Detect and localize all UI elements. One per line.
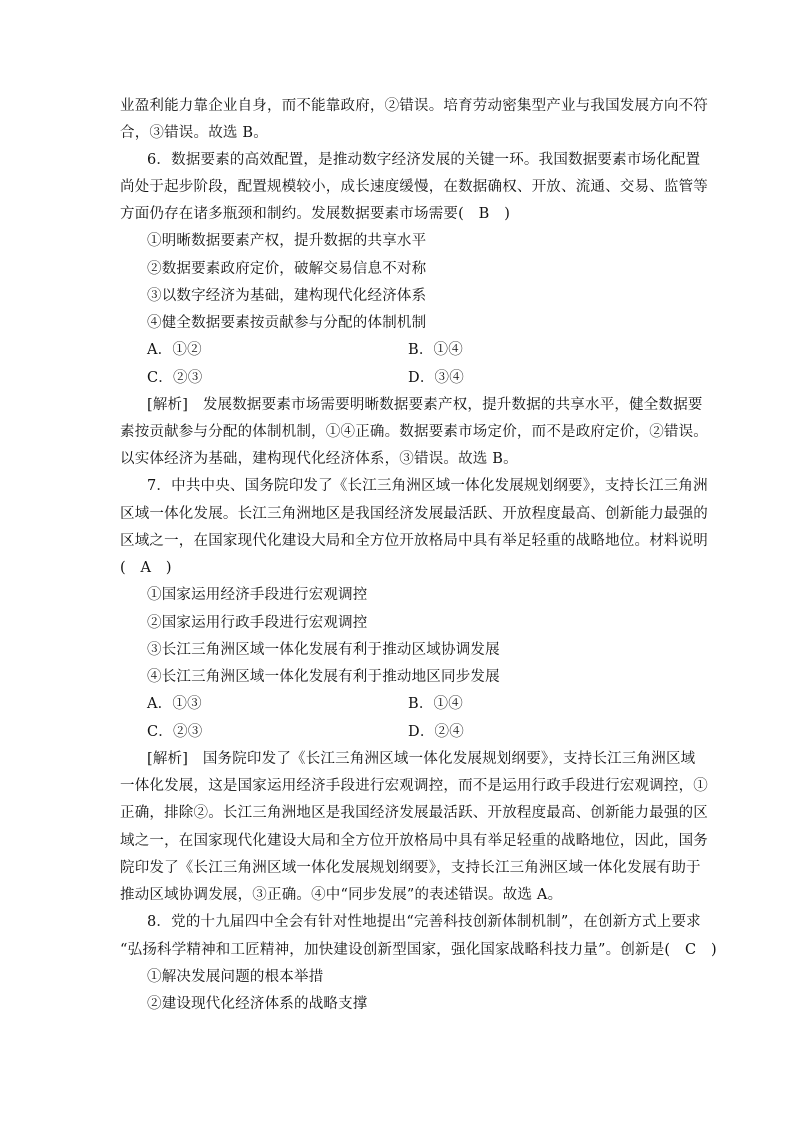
q7-item-4: ④长江三角洲区域一体化发展有利于推动地区同步发展 (147, 669, 500, 685)
q6-item-3: ③以数字经济为基础，建构现代化经济体系 (147, 288, 427, 304)
q7-analysis-line-3: 正确，排除②。长江三角洲地区是我国经济发展最活跃、开放程度最高、创新能力最强的区 (120, 805, 708, 821)
q7-option-d: D．②④ (408, 724, 464, 740)
q6-analysis-line-1: [解析] 发展数据要素市场需要明晰数据要素产权，提升数据的共享水平，健全数据要 (147, 397, 703, 413)
q6-item-4: ④健全数据要素按贡献参与分配的体制机制 (147, 315, 427, 331)
q7-analysis-line-1: [解析] 国务院印发了《长江三角洲区域一体化发展规划纲要》，支持长江三角洲区域 (147, 751, 696, 767)
intro-line-2: 合，③错误。故选 B。 (120, 125, 268, 141)
q7-stem-line-2: 区域一体化发展。长江三角洲地区是我国经济发展最活跃、开放程度最高、创新能力最强的 (120, 506, 708, 522)
q7-answer-bracket: ( A ) (120, 560, 172, 576)
q7-analysis-line-6: 推动区域协调发展，③正确。④中“同步发展”的表述错误。故选 A。 (120, 887, 563, 903)
intro-line-1: 业盈利能力靠企业自身，而不能靠政府，②错误。培育劳动密集型产业与我国发展方向不符 (120, 98, 708, 114)
q6-stem-line-3: 方面仍存在诸多瓶颈和制约。发展数据要素市场需要( B ) (120, 206, 511, 222)
q8-item-1: ①解决发展问题的根本举措 (147, 969, 324, 985)
q7-analysis-line-2: 一体化发展，这是国家运用经济手段进行宏观调控，而不是运用行政手段进行宏观调控，① (120, 778, 708, 794)
q6-option-d: D．③④ (408, 370, 464, 386)
q7-option-a: A．①③ (147, 696, 202, 712)
q8-stem-line-2: “弘扬科学精神和工匠精神，加快建设创新型国家，强化国家战略科技力量”。创新是( C ) (120, 942, 717, 958)
q7-analysis-line-4: 域之一，在国家现代化建设大局和全方位开放格局中具有举足轻重的战略地位，因此，国务 (120, 833, 708, 849)
q6-option-b: B．①④ (408, 342, 463, 358)
q6-item-2: ②数据要素政府定价，破解交易信息不对称 (147, 261, 427, 277)
q6-item-1: ①明晰数据要素产权，提升数据的共享水平 (147, 233, 427, 249)
q7-stem-line-1: 7．中共中央、国务院印发了《长江三角洲区域一体化发展规划纲要》，支持长江三角洲 (147, 478, 708, 494)
q7-item-2: ②国家运用行政手段进行宏观调控 (147, 615, 368, 631)
q7-option-c: C．②③ (147, 724, 203, 740)
q7-stem-line-3: 区域之一，在国家现代化建设大局和全方位开放格局中具有举足轻重的战略地位。材料说明 (120, 533, 708, 549)
q6-stem-line-2: 尚处于起步阶段，配置规模较小，成长速度缓慢，在数据确权、开放、流通、交易、监管等 (120, 179, 708, 195)
q8-stem-line-1: 8．党的十九届四中全会有针对性地提出“完善科技创新体制机制”，在创新方式上要求 (147, 914, 701, 930)
q7-option-b: B．①④ (408, 696, 463, 712)
q6-option-c: C．②③ (147, 370, 203, 386)
q8-item-2: ②建设现代化经济体系的战略支撑 (147, 996, 368, 1012)
q7-item-1: ①国家运用经济手段进行宏观调控 (147, 587, 368, 603)
q7-analysis-line-5: 院印发了《长江三角洲区域一体化发展规划纲要》，支持长江三角洲区域一体化发展有助于 (120, 860, 701, 876)
q6-stem-line-1: 6．数据要素的高效配置，是推动数字经济发展的关键一环。我国数据要素市场化配置 (147, 152, 701, 168)
q6-option-a: A．①② (147, 342, 202, 358)
q6-analysis-line-2: 素按贡献参与分配的体制机制，①④正确。数据要素市场定价，而不是政府定价，②错误。 (120, 424, 708, 440)
q6-analysis-line-3: 以实体经济为基础，建构现代化经济体系，③错误。故选 B。 (120, 451, 518, 467)
q7-item-3: ③长江三角洲区域一体化发展有利于推动区域协调发展 (147, 642, 500, 658)
